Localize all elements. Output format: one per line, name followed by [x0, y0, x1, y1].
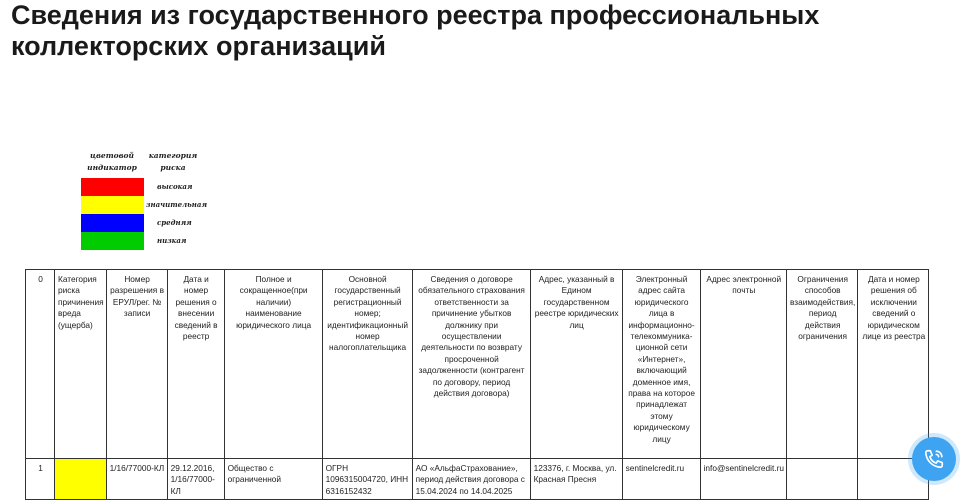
cell-permit-number: 1/16/77000-КЛ — [106, 459, 167, 500]
legend-label-significant: значительная — [146, 200, 208, 209]
legend-swatch-high — [81, 178, 144, 196]
cell-address: 123376, г. Москва, ул. Красная Пресня — [530, 459, 622, 500]
header-cell-index: 0 — [26, 270, 55, 459]
cell-row-number: 1 — [26, 459, 55, 500]
legend-label-high: высокая — [157, 182, 193, 191]
risk-indicator-fill — [55, 459, 106, 499]
header-cell-exclusion: Дата и номер решения об исключении сведений о юридическом лице из реестра — [858, 270, 929, 459]
cell-decision: 29.12.2016, 1/16/77000-КЛ — [167, 459, 224, 500]
page-title: Сведения из государственного реестра профессиональных коллекторских организаций — [11, 0, 820, 61]
legend-label-low: низкая — [157, 236, 187, 245]
legend-label-medium: средняя — [157, 218, 192, 227]
legend-swatch-medium — [81, 214, 144, 232]
legend-swatch-significant — [81, 196, 144, 214]
header-cell-insurance: Сведения о договоре обязательного страхования ответственности за причинение убытков должнику при осуществлении деятельности по возврату просроченной задолженности (контрагент по договору, период действия договора) — [412, 270, 530, 459]
legend-color-header: цветовой индикатор — [87, 151, 137, 172]
header-cell-name: Полное и сокращенное(при наличии) наименование юридического лица — [224, 270, 322, 459]
call-button[interactable] — [912, 437, 956, 481]
header-cell-decision: Дата и номер решения о внесении сведений в реестр — [167, 270, 224, 459]
header-cell-address: Адрес, указанный в Едином государственном реестре юридических лиц — [530, 270, 622, 459]
header-cell-restrictions: Ограничения способов взаимодействия, период действия ограничения — [786, 270, 857, 459]
cell-risk-indicator — [55, 459, 107, 500]
header-cell-email: Адрес электронной почты — [700, 270, 786, 459]
header-cell-website: Электронный адрес сайта юридического лица в информационно-телекоммуника-ционной сети «Интернет», включающий доменное имя, права на которое принадлежат этому юридическому лицу — [622, 270, 700, 459]
table-row — [26, 459, 929, 500]
risk-legend — [80, 150, 210, 250]
cell-email[interactable]: info@sentinelcredit.ru — [700, 459, 786, 500]
header-cell-ogrn-inn: Основной государственный регистрационный номер; идентификационный номер налогоплательщика — [322, 270, 412, 459]
legend-category-header: категория риска — [148, 151, 198, 172]
legend-swatch-low — [81, 232, 144, 250]
header-cell-risk-category: Категория риска причинения вреда (ущерба) — [55, 270, 107, 459]
cell-insurance: АО «АльфаСтрахование», период действия договора с 15.04.2024 по 14.04.2025 — [412, 459, 530, 500]
cell-restrictions — [786, 459, 857, 500]
registry-table — [25, 269, 929, 500]
table-header-row — [26, 270, 929, 459]
cell-website[interactable]: sentinelcredit.ru — [622, 459, 700, 500]
cell-name: Общество с ограниченной — [224, 459, 322, 500]
cell-ogrn-inn: ОГРН 1096315004720, ИНН 6316152432 — [322, 459, 412, 500]
phone-icon — [923, 448, 945, 470]
header-cell-permit-number: Номер разрешения в ЕРУЛ/рег. № записи — [106, 270, 167, 459]
